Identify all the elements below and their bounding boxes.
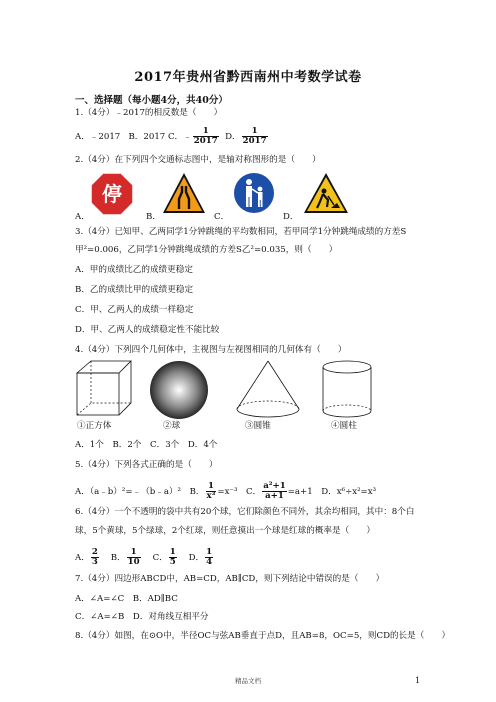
cone-icon <box>233 359 303 421</box>
q6-line1: 6.（4分）一个不透明的袋中共有20个球，它们除颜色不同外，其余均相同，其中：8个白 <box>75 507 415 517</box>
section-heading: 一、选择题（每小题4分，共40分） <box>75 95 228 106</box>
q7-options-ab: A．∠A=∠C B．AD∥BC <box>75 594 178 604</box>
q1-frac-c: $\frac{1}{2017}$ <box>193 126 218 146</box>
q2-label-c: C． <box>214 212 230 222</box>
q3-option-a: A．甲的成绩比乙的成绩更稳定 <box>75 265 193 275</box>
stop-sign-text: 停 <box>102 182 122 206</box>
q6-frac-b: $\frac{1}{10}$ <box>127 547 140 567</box>
q5-stem: 5.（4分）下列各式正确的是（ ） <box>75 460 218 470</box>
q2-label-d: D． <box>283 212 299 222</box>
q5-option-c-tail: =a+1 D．x⁶÷x²=x³ <box>287 487 377 497</box>
q6-option-c: C． <box>152 553 168 563</box>
solid-label-3: ③圆锥 <box>245 421 271 431</box>
q3-option-d: D．甲、乙两人的成绩稳定性不能比较 <box>75 325 220 335</box>
q6-frac-c: $\frac{1}{5}$ <box>169 547 176 567</box>
q1-option-bc: B．2017 C．﹣ <box>128 132 192 142</box>
q1-frac-d: $\frac{1}{2017}$ <box>242 126 267 146</box>
page-number: 1 <box>415 676 421 685</box>
q6-option-a: A． <box>75 553 90 563</box>
q6-line2: 球，5个黄球，5个绿球，2个红球，则任意摸出一个球是红球的概率是（ ） <box>75 526 375 536</box>
q2-label-a: A． <box>75 212 90 222</box>
footer-text: 精品文档 <box>235 677 261 685</box>
q4-stem: 4.（4分）下列四个几何体中，主视图与左视图相同的几何体有（ ） <box>75 345 347 355</box>
cube-icon <box>75 359 135 421</box>
q5-option-b-tail: =x⁻³ C． <box>217 487 262 497</box>
q5-frac-b: $\frac{1}{\text{x³}}$ <box>206 481 216 501</box>
q1-option-a: A．﹣2017 <box>75 132 121 142</box>
page-title: 2017年贵州省黔西南州中考数学试卷 <box>134 70 362 85</box>
road-works-icon <box>303 172 349 214</box>
q3-option-b: B．乙的成绩比甲的成绩更稳定 <box>75 285 194 295</box>
q8-stem: 8.（4分）如图，在⊙O中，半径OC与弦AB垂直于点D，且AB=8，OC=5，则CD的长是（ ） <box>75 631 451 641</box>
q6-option-b: B． <box>110 553 126 563</box>
q4-options: A．1个 B．2个 C．3个 D．4个 <box>75 440 218 450</box>
sphere-icon <box>147 359 211 421</box>
q7-stem: 7.（4分）四边形ABCD中，AB=CD，AB∥CD，则下列结论中错误的是（ ） <box>75 574 385 584</box>
q1-options <box>75 127 269 146</box>
q1-stem: 1.（4分）﹣2017的相反数是（ ） <box>75 108 223 118</box>
road-narrows-icon <box>162 172 206 214</box>
q2-label-b: B． <box>146 212 161 222</box>
traffic-signs <box>75 172 435 218</box>
q5-options <box>75 482 376 501</box>
q3-line2: 甲²=0.006，乙同学1分钟跳绳成绩的方差S乙²=0.035，则（ ） <box>75 245 338 255</box>
solid-figures <box>75 359 445 437</box>
pedestrian-sign-icon <box>233 172 275 214</box>
q5-option-ab: A．（a﹣b）²=﹣（b﹣a）² B． <box>75 487 205 497</box>
q6-option-d: D． <box>188 553 205 563</box>
q3-line1: 3.（4分）已知甲、乙两同学1分钟跳绳的平均数相同，若甲同学1分钟跳绳成绩的方差S <box>75 227 407 237</box>
q6-frac-d: $\frac{1}{4}$ <box>206 547 213 567</box>
q6-options <box>75 548 214 567</box>
q5-frac-c: $\frac{\text{a²+1}}{a+1}$ <box>263 481 286 501</box>
q6-frac-a: $\frac{2}{3}$ <box>91 547 98 567</box>
q3-option-c: C．甲、乙两人的成绩一样稳定 <box>75 305 194 315</box>
q7-options-cd: C．∠A=∠B D．对角线互相平分 <box>75 612 209 622</box>
solid-label-2: ②球 <box>163 421 181 431</box>
solid-label-4: ④圆柱 <box>331 421 357 431</box>
solid-label-1: ①正方体 <box>77 421 112 431</box>
q2-stem: 2.（4分）在下列四个交通标志图中，是轴对称图形的是（ ） <box>75 155 321 165</box>
cylinder-icon <box>319 359 375 421</box>
q1-option-d: D． <box>225 132 241 142</box>
stop-sign-icon <box>90 172 134 216</box>
